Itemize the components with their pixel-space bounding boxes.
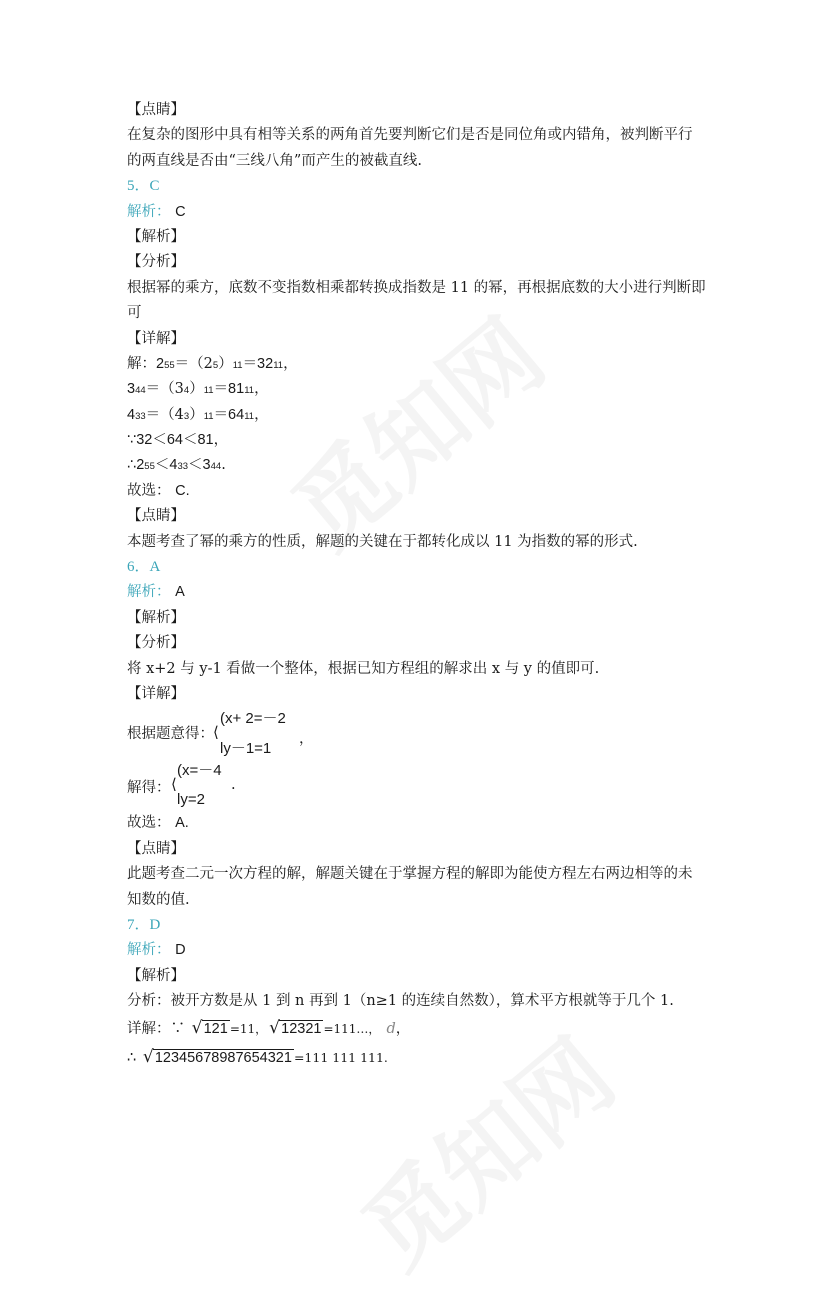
choice-answer: C. [175,482,190,499]
exponent: 3 [183,410,190,422]
system-row: ly－1=1 [220,740,272,758]
equation-text: ） [189,406,204,423]
analysis-line [127,938,707,963]
choice-line [127,811,707,836]
equation-text: ＝81 [213,381,245,398]
equation-line [127,403,707,428]
paragraph: 此题考查二元一次方程的解，解题关键在于掌握方程的解即为能使方程左右两边相等的未 [127,866,693,883]
document-body [127,98,707,1073]
sqrt-expression [192,1015,230,1043]
analysis-label: 解析： [127,203,171,220]
analysis-label: 解析： [127,584,171,601]
section-heading: 【解析】 [127,609,185,626]
section-heading: 【详解】 [127,685,185,702]
choice-label: 故选： [127,815,171,832]
equation-text: =111…， [323,1021,381,1036]
paragraph: 将 x+2 与 y-1 看做一个整体，根据已知方程组的解求出 x 与 y 的值即可. [127,660,600,677]
exponent: 11 [273,359,284,371]
section-heading: 【点睛】 [127,102,185,118]
equation-text: ， [254,406,269,423]
paragraph: 的两直线是否由“三线八角”而产生的被截直线. [127,152,422,169]
equation-text: ） [218,355,233,372]
exponent: 33 [177,461,189,473]
section-heading: 【点睛】 [127,840,185,857]
exponent: 33 [135,410,146,422]
equation-text: ， [283,355,298,372]
equation-text: 解： [127,355,156,372]
section-heading: 【点睛】 [127,508,185,525]
exponent: 5 [212,359,219,371]
system-label: 根据题意得： [127,726,214,743]
equation-text: 3 [127,381,136,398]
section-heading: 【分析】 [127,254,185,271]
equation-text: . [221,457,226,474]
equation-text: ， [395,1020,411,1037]
paragraph: 可 [127,305,142,322]
equation-text: ＝64 [213,406,245,423]
analysis-line [127,580,707,605]
exponent: 11 [244,385,255,397]
equation-text: =11， [229,1021,268,1036]
radical-sign: √ [142,1046,154,1067]
equation-text: ＝32 [242,355,274,372]
equation-system-block [127,759,707,811]
equation-text: ） [189,381,204,398]
equation-text: 2 [156,355,165,372]
equation-text: ∴2 [127,457,145,474]
exponent: 11 [244,410,255,422]
radicand: 12321 [281,1020,322,1037]
equation-line [127,1015,707,1043]
exponent: 4 [183,385,190,397]
equation-text: ＝（4 [145,406,184,423]
equation-text: ＝（2 [174,355,213,372]
choice-line [127,479,707,504]
sqrt-expression [143,1043,294,1073]
conclusion-label: ∴ [127,1049,137,1066]
exponent: 11 [203,410,214,422]
equation-line [127,1043,707,1073]
radicand: 121 [203,1020,228,1037]
system-row: ly=2 [177,791,205,809]
answer-heading: 6．A [127,559,161,576]
paragraph: 根据幂的乘方，底数不变指数相乘都转换成指数是 11 的幂，再根据底数的大小进行判断即 [127,279,706,296]
equation-text: ＜4 [154,457,178,474]
equation-text: ＜3 [188,457,211,474]
analysis-line [127,200,707,225]
answer-heading: 7．D [127,916,161,933]
system-end: . [231,777,236,794]
section-heading: 【解析】 [127,967,185,984]
system-end: ， [299,731,314,748]
radical-sign: √ [191,1017,203,1038]
section-heading: 【详解】 [127,330,185,347]
exponent: 44 [135,385,146,397]
paragraph: 分析：被开方数是从 1 到 n 再到 1（n≥1 的连续自然数），算术平方根就等于几个 1. [127,993,674,1010]
detail-label: 详解：∵ [127,1020,185,1037]
exponent: 11 [203,385,214,397]
analysis-label: 解析： [127,942,171,959]
section-heading: 【分析】 [127,635,185,652]
equation-line [127,377,707,402]
equation-text: 4 [127,406,136,423]
system-row: (x=－4 [177,762,222,780]
section-heading: 【解析】 [127,228,185,245]
choice-answer: A. [175,815,189,832]
equation-text: =111 111 111. [293,1049,388,1065]
exponent: 55 [144,461,155,473]
sqrt-expression [269,1015,323,1043]
equation-line: ∵32＜64＜81， [127,432,229,449]
equation-text: ， [254,381,269,398]
answer-heading: 5．C [127,178,160,195]
exponent: 55 [164,359,175,371]
choice-label: 故选： [127,482,171,499]
brace: ⟨ [171,775,177,794]
equation-line [127,453,707,478]
exponent: 11 [232,359,243,371]
brace: ⟨ [213,723,219,742]
paragraph: 本题考查了幂的乘方的性质，解题的关键在于都转化成以 11 为指数的幂的形式. [127,533,638,550]
radicand: 12345678987654321 [154,1049,292,1066]
paragraph: 知数的值. [127,891,190,908]
radical-sign: √ [269,1017,280,1038]
exponent: 44 [210,461,222,473]
equation-system-block [127,707,707,759]
equation-text: ＝（3 [145,381,184,398]
analysis-answer: D [175,942,186,959]
analysis-answer: A [175,584,185,601]
paragraph: 在复杂的图形中具有相等关系的两角首先要判断它们是否是同位角或内错角，被判断平行 [127,127,693,144]
system-row: (x+ 2=－2 [220,710,286,728]
system-label: 解得： [127,780,171,797]
equation-line [127,352,707,377]
analysis-answer: C [175,203,186,220]
equation-text: d [386,1020,396,1037]
